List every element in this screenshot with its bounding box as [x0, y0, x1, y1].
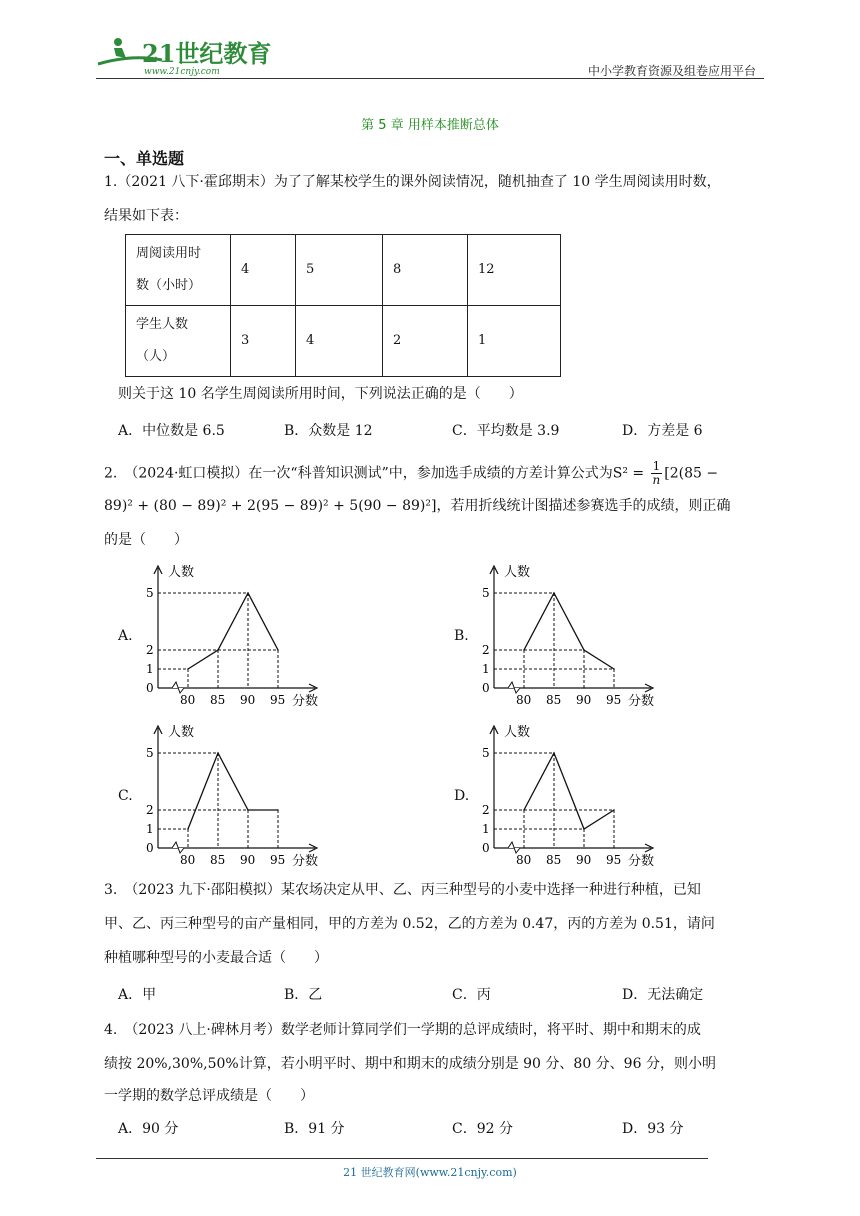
x-tick-label: 85: [546, 693, 562, 707]
x-tick-label: 90: [240, 693, 256, 707]
q1-table: [125, 234, 561, 377]
table-cell: 周阅读用时 数（小时）: [126, 235, 231, 306]
x-tick-label: 85: [546, 853, 562, 867]
section-title: 一、单选题: [104, 149, 185, 168]
y-tick-label: 5: [482, 586, 490, 600]
data-point: [523, 809, 525, 811]
q3-option-d: D．无法确定: [622, 987, 704, 1003]
q1-line1: 1.（2021 八下·霍邱期末）为了了解某校学生的课外阅读情况，随机抽查了 10 学生周阅读用时数，: [104, 174, 721, 190]
table-cell: 12: [468, 235, 561, 306]
table-row: [126, 306, 561, 377]
x-tick-label: 90: [576, 693, 592, 707]
q1-stem: 则关于这 10 名学生周阅读所用时间，下列说法正确的是（ ）: [118, 386, 523, 402]
chart-option-c: [140, 718, 340, 868]
series-line: [524, 753, 614, 829]
y-tick-label: 1: [482, 662, 490, 676]
x-tick-label: 90: [576, 853, 592, 867]
x-tick-label: 80: [516, 693, 532, 707]
data-point: [217, 752, 219, 754]
x-tick-label: 90: [240, 853, 256, 867]
y-axis-label: 人数: [168, 565, 195, 580]
data-point: [613, 668, 615, 670]
data-point: [523, 649, 525, 651]
y-tick-label: 0: [482, 681, 490, 695]
q2-option-a-label: A.: [118, 628, 133, 644]
q3-line2: 甲、乙、丙三种型号的亩产量相同，甲的方差为 0.52，乙的方差为 0.47，丙的方差为 0.51，请问: [104, 916, 715, 932]
svg-text:21世纪教育: 21世纪教育: [142, 39, 272, 68]
data-point: [247, 809, 249, 811]
footer-divider: [96, 1158, 708, 1159]
q1-option-d: D．方差是 6: [622, 423, 703, 439]
y-tick-label: 2: [146, 803, 154, 817]
x-tick-label: 85: [210, 693, 226, 707]
x-axis-label: 分数: [628, 854, 655, 868]
data-point: [277, 649, 279, 651]
x-tick-label: 95: [606, 853, 622, 867]
q2-line1: 2. （2024·虹口模拟）在一次“科普知识测试”中，参加选手成绩的方差计算公式为S² = $\frac{1}{n}$ [2(85 −: [104, 459, 719, 487]
y-tick-label: 0: [146, 841, 154, 855]
x-tick-label: 95: [270, 853, 286, 867]
x-axis-label: 分数: [292, 854, 319, 868]
x-tick-label: 80: [180, 693, 196, 707]
y-tick-label: 5: [482, 746, 490, 760]
q1-line2: 结果如下表：: [104, 208, 188, 224]
x-tick-label: 80: [180, 853, 196, 867]
q3-option-c: C．丙: [452, 987, 491, 1003]
q4-option-c: C．92 分: [452, 1121, 513, 1137]
y-tick-label: 5: [146, 746, 154, 760]
y-tick-label: 2: [482, 643, 490, 657]
q4-line1: 4. （2023 八上·碑林月考）数学老师计算同学们一学期的总评成绩时，将平时、期中和期末的成: [104, 1022, 701, 1038]
q4-option-d: D．93 分: [622, 1121, 684, 1137]
chart-option-a: [140, 558, 340, 708]
series-line: [524, 593, 614, 669]
table-cell: 5: [296, 235, 383, 306]
y-tick-label: 0: [146, 681, 154, 695]
chapter-title: 第 5 章 用样本推断总体: [361, 118, 499, 133]
data-point: [583, 828, 585, 830]
table-cell: 3: [231, 306, 296, 377]
y-tick-label: 2: [482, 803, 490, 817]
chart-option-d: [476, 718, 676, 868]
q1-option-c: C．平均数是 3.9: [452, 423, 560, 439]
q3-option-a: A．甲: [118, 987, 157, 1003]
table-row: [126, 235, 561, 306]
table-cell: 2: [383, 306, 468, 377]
header-divider: [96, 78, 764, 79]
q2-line2: 89)² + (80 − 89)² + 2(95 − 89)² + 5(90 − 89)²]，若用折线统计图描述参赛选手的成绩，则正确: [104, 498, 731, 514]
series-line: [188, 753, 278, 829]
site-name: 中小学教育资源及组卷应用平台: [587, 64, 756, 78]
y-tick-label: 1: [146, 822, 154, 836]
svg-text:www.21cnjy.com: www.21cnjy.com: [144, 67, 220, 77]
y-tick-label: 1: [146, 662, 154, 676]
q2-option-c-label: C.: [118, 788, 133, 804]
y-tick-label: 2: [146, 643, 154, 657]
q2-line3: 的是（ ）: [104, 532, 188, 548]
x-axis-label: 分数: [292, 694, 319, 708]
data-point: [583, 649, 585, 651]
q4-line3: 一学期的数学总评成绩是（ ）: [104, 1088, 314, 1104]
data-point: [187, 828, 189, 830]
x-tick-label: 95: [606, 693, 622, 707]
y-axis-label: 人数: [504, 725, 531, 740]
site-logo: [92, 30, 272, 80]
x-tick-label: 80: [516, 853, 532, 867]
q3-line1: 3. （2023 九下·邵阳模拟）某农场决定从甲、乙、丙三种型号的小麦中选择一种进行种植，已知: [104, 882, 701, 898]
y-axis-label: 人数: [168, 725, 195, 740]
footer-text: 21 世纪教育网(www.21cnjy.com): [343, 1166, 517, 1179]
table-cell: 学生人数 （人）: [126, 306, 231, 377]
y-axis-label: 人数: [504, 565, 531, 580]
table-cell: 8: [383, 235, 468, 306]
q1-option-b: B．众数是 12: [284, 423, 373, 439]
data-point: [247, 592, 249, 594]
data-point: [277, 809, 279, 811]
data-point: [613, 809, 615, 811]
data-point: [187, 668, 189, 670]
table-cell: 4: [231, 235, 296, 306]
q1-option-a: A．中位数是 6.5: [118, 423, 225, 439]
data-point: [553, 752, 555, 754]
data-point: [217, 649, 219, 651]
x-tick-label: 95: [270, 693, 286, 707]
data-point: [553, 592, 555, 594]
y-tick-label: 1: [482, 822, 490, 836]
series-line: [188, 593, 278, 669]
q4-line2: 绩按 20%,30%,50%计算，若小明平时、期中和期末的成绩分别是 90 分、80 分、96 分，则小明: [104, 1056, 716, 1072]
chart-option-b: [476, 558, 676, 708]
q3-option-b: B．乙: [284, 987, 323, 1003]
x-tick-label: 85: [210, 853, 226, 867]
y-tick-label: 0: [482, 841, 490, 855]
table-cell: 4: [296, 306, 383, 377]
q3-line3: 种植哪种型号的小麦最合适（ ）: [104, 950, 328, 966]
x-axis-label: 分数: [628, 694, 655, 708]
table-cell: 1: [468, 306, 561, 377]
y-tick-label: 5: [146, 586, 154, 600]
q4-option-b: B．91 分: [284, 1121, 345, 1137]
q2-option-d-label: D.: [454, 788, 470, 804]
q4-option-a: A．90 分: [118, 1121, 179, 1137]
q2-option-b-label: B.: [454, 628, 469, 644]
